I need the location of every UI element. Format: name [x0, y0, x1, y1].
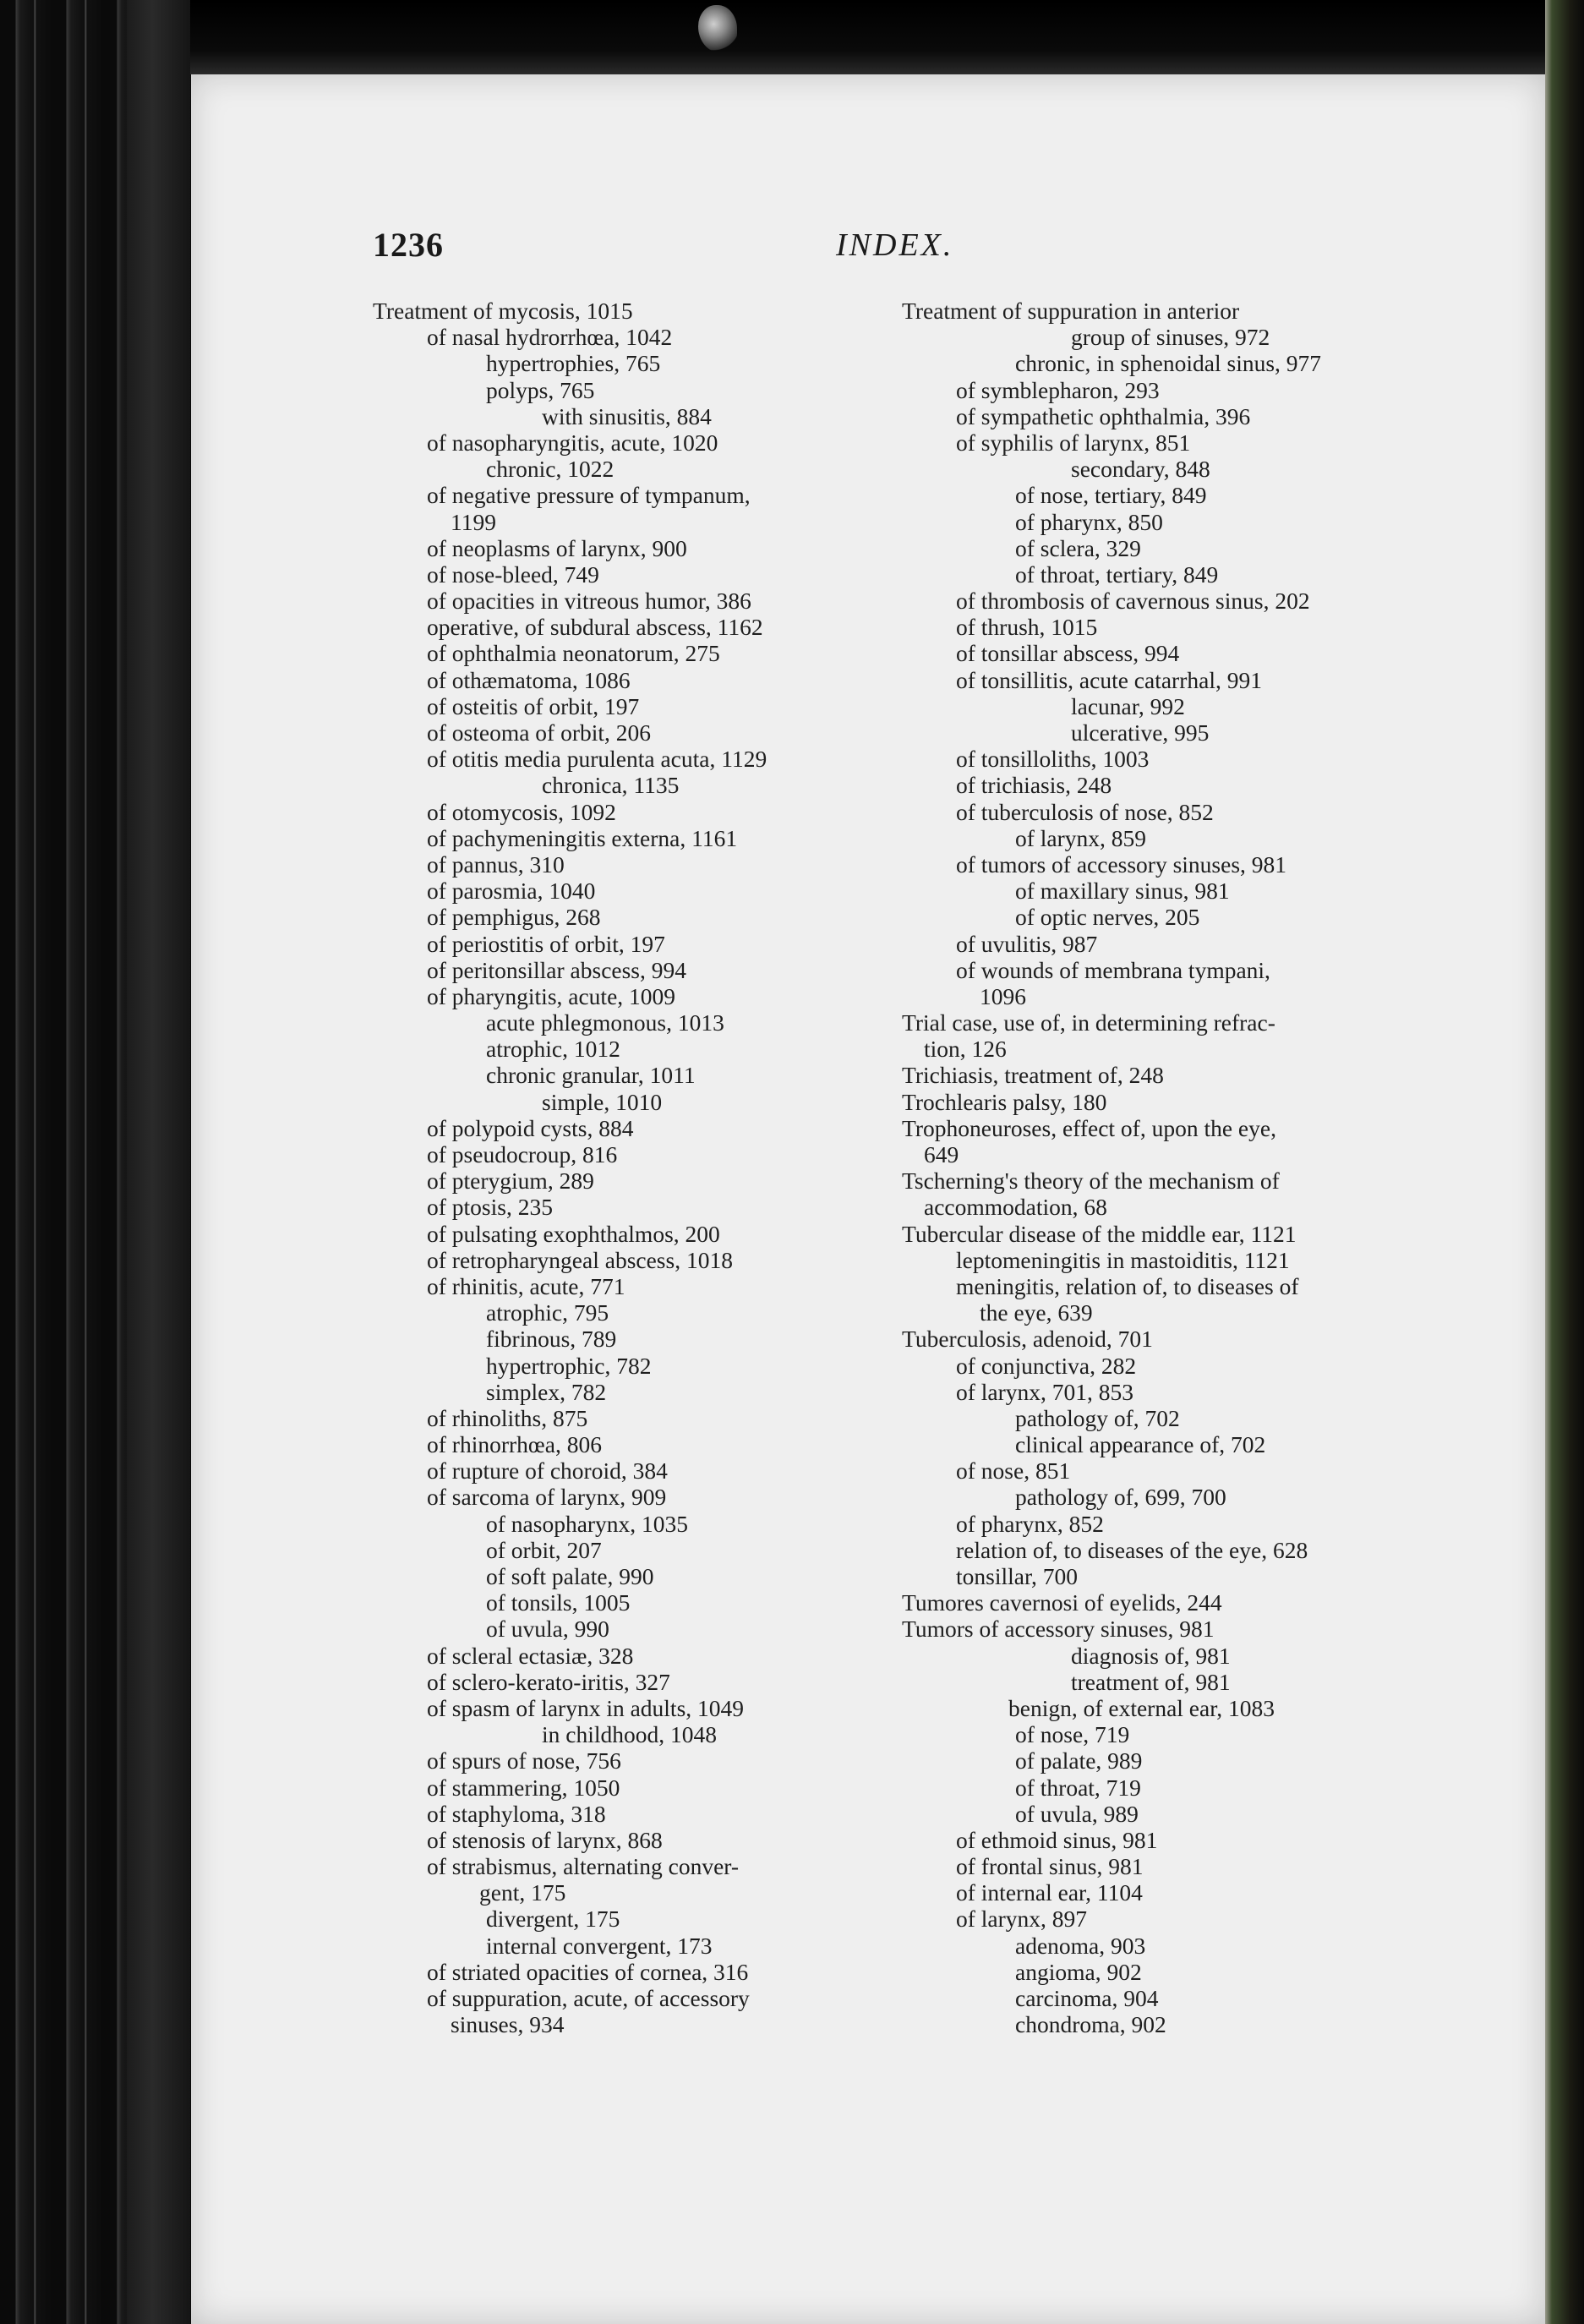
- index-entry: tion, 126: [924, 1036, 1007, 1063]
- index-entry: of tonsilloliths, 1003: [956, 746, 1150, 773]
- index-entry: diagnosis of, 981: [1071, 1642, 1231, 1669]
- index-entry: Tumors of accessory sinuses, 981: [902, 1616, 1215, 1643]
- index-entry: of sclera, 329: [1015, 534, 1141, 561]
- index-entry: of parosmia, 1040: [427, 878, 596, 905]
- index-entry: leptomeningitis in mastoiditis, 1121: [956, 1246, 1290, 1273]
- index-entry: of otitis media purulenta acuta, 1129: [427, 746, 767, 773]
- index-entry: of wounds of membrana tympani,: [956, 956, 1270, 983]
- index-entry: of stammering, 1050: [427, 1774, 620, 1801]
- index-entry: in childhood, 1048: [542, 1721, 718, 1748]
- index-entry: chondroma, 902: [1015, 2011, 1166, 2038]
- index-entry: of staphyloma, 318: [427, 1800, 606, 1827]
- index-entry: of thrush, 1015: [956, 614, 1098, 641]
- index-entry: of nose-bleed, 749: [427, 560, 599, 588]
- index-entry: of pharyngitis, acute, 1009: [427, 982, 676, 1009]
- index-entry: of nasopharynx, 1035: [486, 1510, 689, 1537]
- index-entry: hypertrophies, 765: [486, 350, 661, 377]
- index-entry: of thrombosis of cavernous sinus, 202: [956, 588, 1310, 615]
- index-entry: of rhinoliths, 875: [427, 1404, 588, 1431]
- index-entry: of pannus, 310: [427, 850, 565, 878]
- index-entry: acute phlegmonous, 1013: [486, 1009, 724, 1036]
- index-entry: of frontal sinus, 981: [956, 1853, 1144, 1880]
- index-entry: of pterygium, 289: [427, 1167, 594, 1195]
- index-entry: chronic, 1022: [486, 456, 614, 483]
- index-entry: of osteoma of orbit, 206: [427, 719, 652, 746]
- index-entry: of trichiasis, 248: [956, 772, 1112, 799]
- index-entry: treatment of, 981: [1071, 1668, 1231, 1695]
- page-number: 1236: [373, 226, 444, 264]
- index-entry: of rhinorrhœa, 806: [427, 1431, 602, 1458]
- index-entry: of osteitis of orbit, 197: [427, 692, 640, 719]
- index-column-right: [902, 298, 1429, 2037]
- index-entry: atrophic, 795: [486, 1299, 609, 1326]
- index-entry: of sclero-kerato-iritis, 327: [427, 1668, 670, 1695]
- index-entry: of stenosis of larynx, 868: [427, 1826, 663, 1853]
- index-entry: of nose, 719: [1015, 1721, 1130, 1748]
- index-entry: of peritonsillar abscess, 994: [427, 956, 687, 983]
- index-entry: of tonsils, 1005: [486, 1589, 631, 1616]
- index-entry: of conjunctiva, 282: [956, 1352, 1137, 1379]
- index-entry: Trial case, use of, in determining refrac-: [902, 1009, 1275, 1036]
- index-entry: fibrinous, 789: [486, 1326, 617, 1353]
- index-entry: group of sinuses, 972: [1071, 324, 1270, 351]
- index-entry: of larynx, 701, 853: [956, 1378, 1134, 1405]
- index-entry: 649: [924, 1141, 959, 1167]
- index-entry: of ethmoid sinus, 981: [956, 1826, 1158, 1853]
- index-entry: of sympathetic ophthalmia, 396: [956, 402, 1251, 429]
- index-entry: pathology of, 702: [1015, 1404, 1180, 1431]
- index-entry: Treatment of mycosis, 1015: [373, 298, 633, 324]
- index-entry: of uvula, 989: [1015, 1800, 1139, 1827]
- index-entry: of otomycosis, 1092: [427, 798, 616, 825]
- index-entry: sinuses, 934: [451, 2011, 565, 2038]
- index-entry: of tonsillitis, acute catarrhal, 991: [956, 666, 1262, 693]
- index-entry: of neoplasms of larynx, 900: [427, 534, 687, 561]
- index-entry: of sarcoma of larynx, 909: [427, 1484, 667, 1511]
- index-entry: of tonsillar abscess, 994: [956, 640, 1180, 667]
- index-entry: of nasal hydrorrhœa, 1042: [427, 324, 673, 351]
- index-entry: of pulsating exophthalmos, 200: [427, 1220, 720, 1247]
- index-entry: of uvulitis, 987: [956, 930, 1098, 957]
- left-edge-shadow: [127, 0, 190, 2324]
- index-entry: of tuberculosis of nose, 852: [956, 798, 1214, 825]
- running-title: INDEX.: [836, 227, 954, 263]
- index-entry: operative, of subdural abscess, 1162: [427, 614, 763, 641]
- index-entry: chronic granular, 1011: [486, 1062, 696, 1089]
- index-entry: of pseudocroup, 816: [427, 1141, 618, 1167]
- index-entry: Trochlearis palsy, 180: [902, 1088, 1107, 1115]
- index-entry: secondary, 848: [1071, 456, 1210, 483]
- index-entry: of optic nerves, 205: [1015, 904, 1200, 931]
- index-entry: of pemphigus, 268: [427, 904, 601, 931]
- index-entry: of orbit, 207: [486, 1536, 602, 1563]
- index-entry: of strabismus, alternating conver-: [427, 1853, 740, 1880]
- index-column-left: [373, 298, 897, 2037]
- index-entry: of retropharyngeal abscess, 1018: [427, 1246, 733, 1273]
- index-entry: of larynx, 897: [956, 1906, 1088, 1933]
- top-film-edge: [182, 0, 1545, 74]
- index-entry: of suppuration, acute, of accessory: [427, 1985, 750, 2011]
- index-entry: of maxillary sinus, 981: [1015, 878, 1230, 905]
- index-entry: of scleral ectasiæ, 328: [427, 1642, 634, 1669]
- index-entry: of soft palate, 990: [486, 1563, 654, 1589]
- index-entry: of rupture of choroid, 384: [427, 1457, 668, 1485]
- index-entry: of larynx, 859: [1015, 824, 1147, 851]
- index-entry: of othæmatoma, 1086: [427, 666, 631, 693]
- index-entry: Trophoneuroses, effect of, upon the eye,: [902, 1114, 1276, 1141]
- right-film-edge: [1545, 0, 1584, 2324]
- index-entry: of negative pressure of tympanum,: [427, 482, 751, 509]
- index-entry: ulcerative, 995: [1071, 719, 1210, 746]
- index-entry: of periostitis of orbit, 197: [427, 930, 665, 957]
- index-entry: atrophic, 1012: [486, 1036, 620, 1063]
- index-entry: chronic, in sphenoidal sinus, 977: [1015, 350, 1322, 377]
- index-entry: Treatment of suppuration in anterior: [902, 298, 1240, 324]
- index-entry: of syphilis of larynx, 851: [956, 429, 1191, 456]
- index-entry: of uvula, 990: [486, 1616, 609, 1643]
- index-entry: Trichiasis, treatment of, 248: [902, 1062, 1164, 1089]
- index-entry: simplex, 782: [486, 1378, 607, 1405]
- index-entry: of throat, tertiary, 849: [1015, 560, 1219, 588]
- index-entry: accommodation, 68: [924, 1194, 1107, 1221]
- index-entry: of striated opacities of cornea, 316: [427, 1958, 749, 1985]
- index-entry: with sinusitis, 884: [542, 402, 712, 429]
- index-entry: of internal ear, 1104: [956, 1879, 1143, 1906]
- index-entry: Tumores cavernosi of eyelids, 244: [902, 1589, 1222, 1616]
- index-entry: of opacities in vitreous humor, 386: [427, 588, 751, 615]
- index-entry: of throat, 719: [1015, 1774, 1141, 1801]
- index-entry: Tuberculosis, adenoid, 701: [902, 1326, 1153, 1353]
- index-entry: benign, of external ear, 1083: [1008, 1694, 1275, 1721]
- index-entry: meningitis, relation of, to diseases of: [956, 1272, 1299, 1299]
- index-entry: 1199: [451, 508, 496, 535]
- index-entry: angioma, 902: [1015, 1958, 1142, 1985]
- index-entry: Tscherning's theory of the mechanism of: [902, 1167, 1280, 1195]
- index-entry: internal convergent, 173: [486, 1932, 713, 1959]
- index-entry: of ptosis, 235: [427, 1194, 553, 1221]
- index-entry: of ophthalmia neonatorum, 275: [427, 640, 720, 667]
- index-entry: tonsillar, 700: [956, 1563, 1079, 1589]
- index-entry: clinical appearance of, 702: [1015, 1431, 1266, 1458]
- index-entry: gent, 175: [479, 1879, 566, 1906]
- index-entry: of spasm of larynx in adults, 1049: [427, 1694, 745, 1721]
- index-entry: of symblepharon, 293: [956, 376, 1160, 403]
- index-entry: the eye, 639: [980, 1299, 1093, 1326]
- index-entry: chronica, 1135: [542, 772, 680, 799]
- index-entry: of rhinitis, acute, 771: [427, 1272, 625, 1299]
- index-entry: carcinoma, 904: [1015, 1985, 1159, 2011]
- index-entry: simple, 1010: [542, 1088, 663, 1115]
- index-entry: of spurs of nose, 756: [427, 1747, 621, 1774]
- index-entry: Tubercular disease of the middle ear, 1121: [902, 1220, 1297, 1247]
- index-entry: of palate, 989: [1015, 1747, 1143, 1774]
- index-entry: hypertrophic, 782: [486, 1352, 652, 1379]
- index-entry: of nasopharyngitis, acute, 1020: [427, 429, 718, 456]
- page-header: [373, 225, 1421, 264]
- index-entry: of pachymeningitis externa, 1161: [427, 824, 738, 851]
- index-entry: lacunar, 992: [1071, 692, 1185, 719]
- index-entry: 1096: [980, 982, 1026, 1009]
- index-entry: of polypoid cysts, 884: [427, 1114, 634, 1141]
- index-entry: of tumors of accessory sinuses, 981: [956, 850, 1287, 878]
- index-entry: divergent, 175: [486, 1906, 620, 1933]
- index-entry: of pharynx, 852: [956, 1510, 1104, 1537]
- index-entry: pathology of, 699, 700: [1015, 1484, 1226, 1511]
- index-entry: adenoma, 903: [1015, 1932, 1146, 1959]
- index-entry: of nose, tertiary, 849: [1015, 482, 1207, 509]
- index-entry: polyps, 765: [486, 376, 595, 403]
- index-entry: of pharynx, 850: [1015, 508, 1163, 535]
- index-entry: relation of, to diseases of the eye, 628: [956, 1536, 1308, 1563]
- index-entry: of nose, 851: [956, 1457, 1071, 1485]
